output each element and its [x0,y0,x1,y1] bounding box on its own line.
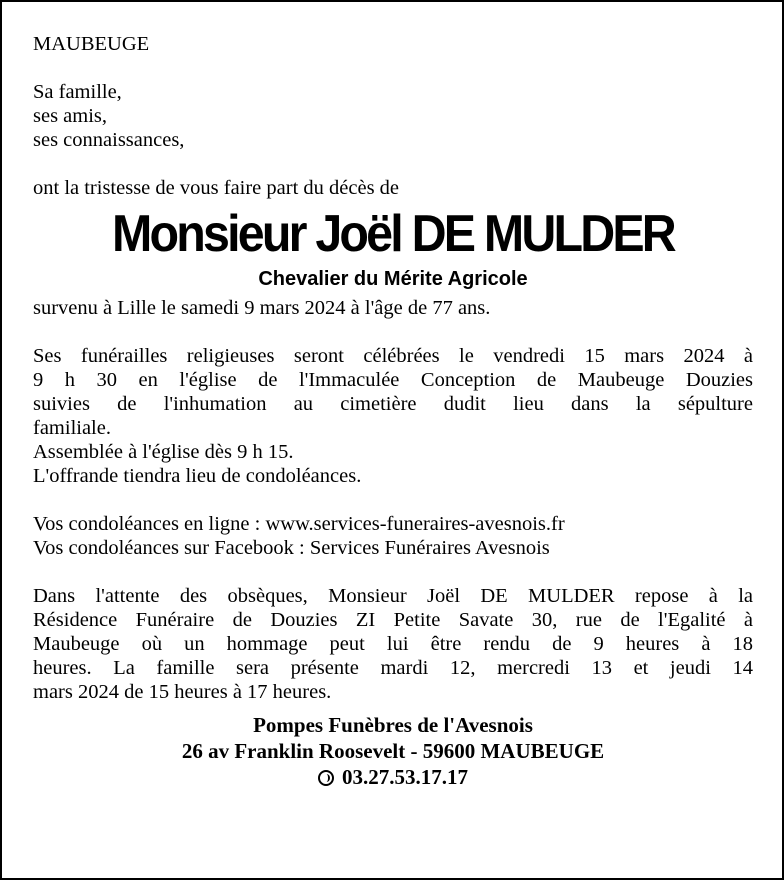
funeral-home-name: Pompes Funèbres de l'Avesnois [253,713,533,737]
funeral-home-phone-row [33,764,753,790]
assembly-text: Assemblée à l'église dès 9 h 15. [33,441,294,463]
funeral-home-phone: 03.27.53.17.17 [342,765,468,789]
viewing-line: Maubeuge où un hommage peut lui être rendu de 9 heures à 18 [33,633,753,655]
funeral-paragraph [33,344,753,488]
viewing-paragraph [33,584,753,704]
funeral-line: familiale. [33,417,111,439]
condolences-facebook: Vos condoléances sur Facebook : Services Funéraires Avesnois [33,537,550,559]
viewing-line: heures. La famille sera présente mardi 12, mercredi 13 et jeudi 14 [33,657,753,679]
funeral-line: 9 h 30 en l'église de l'Immaculée Conception de Maubeuge Douzies [33,369,753,391]
city-heading: MAUBEUGE [33,33,150,55]
announcement-text: ont la tristesse de vous faire part du décès de [33,177,400,199]
funeral-home-footer [33,712,753,790]
condolences-online: Vos condoléances en ligne : www.services-funeraires-avesnois.fr [33,513,565,535]
funeral-home-address: 26 av Franklin Roosevelt - 59600 MAUBEUGE [181,739,605,763]
viewing-line: Résidence Funéraire de Douzies ZI Petite Savate 30, rue de l'Egalité à [33,609,753,631]
intro-line-acquaintances: ses connaissances, [33,129,185,151]
intro-line-family: Sa famille, [33,81,122,103]
death-info: survenu à Lille le samedi 9 mars 2024 à l'âge de 77 ans. [33,297,491,319]
distinction-title: Chevalier du Mérite Agricole [258,268,528,290]
deceased-name: Monsieur Joël DE MULDER [112,205,674,263]
offering-text: L'offrande tiendra lieu de condoléances. [33,465,362,487]
intro-line-friends: ses amis, [33,105,108,127]
funeral-line: Ses funérailles religieuses seront célébrées le vendredi 15 mars 2024 à [33,345,753,367]
phone-icon [318,770,334,786]
funeral-line: suivies de l'inhumation au cimetière dudit lieu dans la sépulture [33,393,753,415]
viewing-line: Dans l'attente des obsèques, Monsieur Joël DE MULDER repose à la [33,585,753,607]
viewing-line: mars 2024 de 15 heures à 17 heures. [33,681,332,703]
